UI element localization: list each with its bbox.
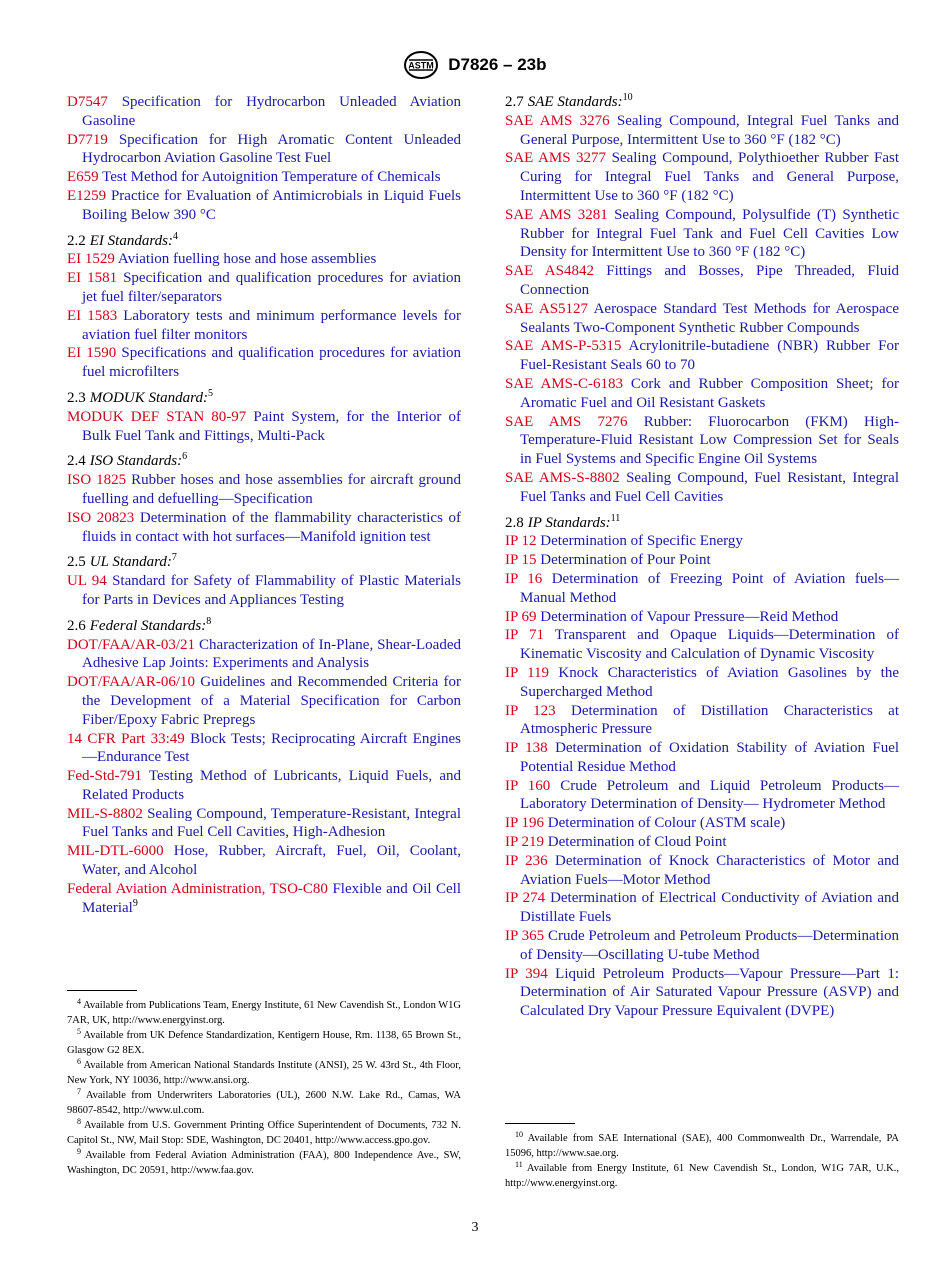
footnote-text: Available from Federal Aviation Administration (FAA), 800 Independence Ave., SW, Washington, DC 20591, http://www.faa.gov.	[67, 1150, 461, 1176]
reference-item	[505, 702, 899, 740]
reference-title-link[interactable]: Fittings and Bosses, Pipe Threaded, Fluid Connection	[520, 263, 900, 298]
reference-item	[67, 880, 461, 918]
footnote-ref: 8	[206, 615, 212, 627]
footnote-rule	[505, 1123, 575, 1124]
reference-item	[67, 636, 461, 674]
reference-title-link[interactable]: Crude Petroleum and Petroleum Products—Determination of Density—Oscillating U-tube Method	[520, 928, 900, 963]
reference-item	[505, 413, 899, 469]
reference-item	[67, 842, 461, 880]
footnote-ref: 7	[171, 552, 177, 564]
section-number: 2.8	[505, 514, 524, 531]
footnote-text: Available from Energy Institute, 61 New Cavendish St., London, W1G 7AR, U.K., http://www.energyinst.org.	[505, 1163, 900, 1189]
reference-code-link[interactable]: SAE AMS 3276	[505, 112, 610, 129]
reference-code-link[interactable]: IP 12	[505, 533, 537, 550]
reference-item	[505, 469, 899, 507]
reference-item	[505, 206, 899, 262]
standards-section	[67, 452, 461, 546]
footnote-number: 5	[77, 1027, 81, 1036]
reference-code-link[interactable]: UL 94	[67, 573, 107, 590]
section-number: 2.2	[67, 232, 86, 249]
footnote-number: 11	[515, 1160, 523, 1169]
footnote	[67, 1029, 461, 1058]
reference-item	[67, 344, 461, 382]
footnote-text: Available from American National Standards Institute (ANSI), 25 W. 43rd St., 4th Floor, New York, NY 10036, http://www.ansi.org.	[67, 1060, 462, 1086]
reference-code-link[interactable]: IP 365	[505, 928, 545, 945]
footnote-text: Available from U.S. Government Printing Office Superintendent of Documents, 732 N. Capitol St., NW, Mail Stop: SDE, Washington, DC 20401, http://www.access.gpo.gov.	[67, 1120, 462, 1146]
reference-code-link[interactable]: SAE AMS 3277	[505, 150, 607, 167]
footnote	[67, 1149, 461, 1178]
reference-item	[67, 471, 461, 509]
footnote	[505, 1132, 899, 1161]
footnote-ref: 11	[610, 512, 621, 524]
reference-title-link[interactable]: Testing Method of Lubricants, Liquid Fuels, and Related Products	[82, 768, 461, 803]
footnote-ref: 9	[132, 897, 138, 909]
reference-title-link[interactable]: Knock Characteristics of Aviation Gasolines by the Supercharged Method	[520, 664, 899, 700]
reference-item	[505, 532, 899, 551]
reference-code-link[interactable]: SAE AS4842	[505, 263, 594, 280]
footnote-ref: 5	[207, 387, 213, 399]
reference-code-link[interactable]: IP 71	[505, 627, 544, 644]
reference-title-link[interactable]: Aerospace Standard Test Methods for Aerospace Sealants Two-Component Synthetic Rubber Compounds	[520, 300, 899, 336]
section-label: EI Standards:	[89, 232, 173, 249]
section-heading	[67, 553, 461, 572]
standards-section	[505, 93, 899, 507]
footnotes-right	[505, 1123, 899, 1192]
reference-item	[67, 509, 461, 547]
reference-code-link[interactable]: IP 123	[505, 702, 556, 719]
page-number: 3	[471, 1220, 479, 1235]
reference-code-link[interactable]: SAE AMS-P-5315	[505, 338, 622, 355]
reference-title-link[interactable]: Crude Petroleum and Liquid Petroleum Products—Laboratory Determination of Density— Hydrometer Method	[520, 777, 900, 813]
section-label: ISO Standards:	[89, 453, 183, 470]
reference-code-link[interactable]: D7719	[67, 131, 108, 148]
reference-title-link[interactable]: Specification for Hydrocarbon Unleaded Aviation Gasoline	[82, 94, 461, 129]
reference-code-link[interactable]: IP 69	[505, 608, 537, 625]
footnote-ref: 10	[622, 92, 633, 103]
reference-item	[505, 833, 899, 852]
reference-item	[67, 131, 461, 169]
reference-title-link[interactable]: Aviation fuelling hose and hose assemblies	[117, 251, 377, 268]
footnote	[67, 1119, 461, 1148]
reference-code-link[interactable]: SAE AMS-C-6183	[505, 375, 623, 392]
reference-code-link[interactable]: EI 1581	[67, 270, 118, 287]
reference-item	[505, 889, 899, 927]
reference-item	[505, 626, 899, 664]
reference-title-link[interactable]: Characterization of In-Plane, Shear-Loaded Adhesive Lap Joints: Experiments and Analysis	[82, 636, 461, 672]
footnote-number: 10	[515, 1130, 523, 1139]
reference-code-link[interactable]: DOT/FAA/AR-06/10	[67, 674, 196, 691]
reference-item	[505, 927, 899, 965]
page-header	[0, 50, 950, 80]
astm-logo-icon	[403, 50, 439, 80]
footnote-text: Available from Publications Team, Energy Institute, 61 New Cavendish St., London W1G 7AR, UK, http://www.energyinst.org.	[67, 1000, 462, 1026]
reference-title-link[interactable]: Sealing Compound, Polythioether Rubber Fast Curing for Integral Fuel Tanks and General Purpose, Intermittent Use to 360 °F (182 °C)	[520, 150, 899, 204]
reference-title-link[interactable]: Practice for Evaluation of Antimicrobials in Liquid Fuels Boiling Below 390 °C	[82, 187, 461, 223]
section-heading	[67, 389, 461, 408]
reference-item	[67, 269, 461, 307]
reference-item	[67, 673, 461, 729]
reference-title-link[interactable]: Specification for High Aromatic Content Unleaded Hydrocarbon Aviation Gasoline Test Fuel	[82, 131, 462, 167]
reference-title-link[interactable]: Cork and Rubber Composition Sheet; for Aromatic Fuel and Oil Resistant Gaskets	[520, 375, 899, 411]
footnote-number: 4	[77, 997, 81, 1006]
reference-title-link[interactable]: Determination of the flammability characteristics of fluids in contact with hot surfaces—Manifold ignition test	[82, 509, 462, 545]
footnote-number: 9	[77, 1147, 81, 1156]
reference-title-link[interactable]: Flexible and Oil Cell Material	[82, 880, 462, 916]
section-number: 2.3	[67, 389, 86, 406]
section-label: Federal Standards:	[89, 617, 207, 634]
reference-title-link[interactable]: Test Method for Autoignition Temperature of Chemicals	[102, 169, 441, 186]
reference-code-link[interactable]: MODUK DEF STAN 80-97	[67, 408, 247, 425]
section-number: 2.7	[505, 94, 524, 110]
footnote-number: 8	[77, 1117, 81, 1126]
footnotes-left	[67, 990, 461, 1179]
reference-title-link[interactable]: Laboratory tests and minimum performance levels for aviation fuel filter monitors	[82, 307, 462, 343]
reference-item	[505, 375, 899, 413]
reference-title-link[interactable]: Determination of Knock Characteristics of Motor and Aviation Fuels—Motor Method	[520, 852, 900, 888]
reference-item	[505, 608, 899, 627]
reference-title-link[interactable]: Specification and qualification procedures for aviation jet fuel filter/separators	[82, 270, 461, 305]
reference-item	[505, 112, 899, 150]
footnote	[505, 1162, 899, 1191]
reference-code-link[interactable]: IP 160	[505, 777, 551, 794]
reference-title-link[interactable]: Guidelines and Recommended Criteria for the Development of a Material Specification for Carbon Fiber/Epoxy Fabric Prepregs	[82, 674, 461, 728]
section-heading	[67, 452, 461, 471]
reference-item	[67, 187, 461, 225]
section-number: 2.4	[67, 453, 86, 470]
reference-item	[67, 805, 461, 843]
section-number: 2.5	[67, 554, 86, 571]
footnote	[67, 1089, 461, 1118]
reference-code-link[interactable]: SAE AS5127	[505, 300, 589, 317]
reference-title-link[interactable]: Determination of Electrical Conductivity of Aviation and Distillate Fuels	[520, 890, 899, 926]
reference-item	[505, 149, 899, 205]
reference-item	[505, 551, 899, 570]
section-label: IP Standards:	[527, 514, 611, 531]
reference-code-link[interactable]: IP 196	[505, 815, 545, 832]
reference-item	[505, 814, 899, 833]
reference-item	[67, 408, 461, 446]
reference-item	[505, 777, 899, 815]
reference-item	[505, 570, 899, 608]
footnote-text: Available from SAE International (SAE), 400 Commonwealth Dr., Warrendale, PA 15096, http://www.sae.org.	[505, 1133, 900, 1159]
reference-title-link[interactable]: Determination of Oxidation Stability of Aviation Fuel Potential Residue Method	[520, 740, 900, 775]
standards-section	[67, 93, 461, 225]
reference-code-link[interactable]: ISO 1825	[67, 472, 127, 489]
reference-code-link[interactable]: E659	[67, 169, 99, 186]
reference-item	[67, 767, 461, 805]
footnote-number: 6	[77, 1057, 81, 1066]
standards-section	[505, 514, 899, 1022]
reference-code-link[interactable]: EI 1583	[67, 307, 118, 324]
footnote-text: Available from UK Defence Standardization, Kentigern House, Rm. 1138, 65 Brown St., Glasgow G2 8EX.	[67, 1030, 462, 1056]
reference-item	[505, 739, 899, 777]
reference-title-link[interactable]: Determination of Specific Energy	[540, 533, 743, 550]
reference-item	[67, 307, 461, 345]
reference-item	[67, 572, 461, 610]
section-heading	[67, 617, 461, 636]
reference-item	[505, 337, 899, 375]
reference-title-link[interactable]: Determination of Freezing Point of Aviation fuels—Manual Method	[520, 570, 900, 606]
reference-code-link[interactable]: E1259	[67, 187, 107, 204]
reference-item	[67, 250, 461, 269]
reference-title-link[interactable]: Standard for Safety of Flammability of Plastic Materials for Parts in Devices and Appliances Testing	[82, 573, 461, 608]
reference-title-link[interactable]: Sealing Compound, Temperature-Resistant, Integral Fuel Tanks and Fuel Cell Cavities, High-Adhesion	[82, 805, 461, 841]
section-heading	[505, 93, 899, 112]
reference-code-link[interactable]: IP 138	[505, 740, 548, 757]
right-column	[505, 93, 899, 1021]
reference-title-link[interactable]: Block Tests; Reciprocating Aircraft Engines—Endurance Test	[82, 730, 461, 766]
reference-code-link[interactable]: IP 219	[505, 834, 545, 851]
section-label: MODUK Standard:	[89, 389, 208, 406]
reference-code-link[interactable]: Federal Aviation Administration, TSO-C80	[67, 880, 328, 897]
reference-code-link[interactable]: DOT/FAA/AR-03/21	[67, 636, 196, 653]
reference-code-link[interactable]: IP 15	[505, 552, 537, 569]
reference-item	[505, 664, 899, 702]
footnote-number: 7	[77, 1087, 81, 1096]
reference-title-link[interactable]: Determination of Distillation Characteristics at Atmospheric Pressure	[520, 702, 900, 738]
standards-section	[67, 617, 461, 918]
document-designation: D7826 – 23b	[448, 55, 547, 74]
reference-title-link[interactable]: Liquid Petroleum Products—Vapour Pressure—Part 1: Determination of Air Saturated Vapour Pressure (ASVP) and Calculated Dry Vapour Pressure Equivalent (DVPE)	[520, 965, 900, 1020]
reference-item	[505, 852, 899, 890]
reference-code-link[interactable]: SAE AMS 3281	[505, 206, 608, 223]
reference-code-link[interactable]: IP 119	[505, 664, 550, 681]
reference-code-link[interactable]: SAE AMS 7276	[505, 413, 628, 430]
reference-title-link[interactable]: Determination of Colour (ASTM scale)	[547, 815, 786, 832]
standards-section	[67, 232, 461, 382]
reference-title-link[interactable]: Specifications and qualification procedures for aviation fuel microfilters	[82, 345, 461, 381]
footnote-rule	[67, 990, 137, 991]
reference-title-link[interactable]: Sealing Compound, Polysulfide (T) Synthetic Rubber for Integral Fuel Tank and Fuel Cell Cavities Low Density for Intermittent Use to 360 °F (182 °C)	[520, 206, 899, 261]
footnote-ref: 4	[172, 230, 178, 242]
reference-code-link[interactable]: Fed-Std-791	[67, 768, 142, 785]
reference-title-link[interactable]: Determination of Cloud Point	[547, 834, 727, 851]
reference-title-link[interactable]: Determination of Pour Point	[540, 552, 711, 569]
reference-item	[67, 93, 461, 131]
reference-title-link[interactable]: Acrylonitrile-butadiene (NBR) Rubber For Fuel-Resistant Seals 60 to 70	[520, 338, 899, 374]
reference-title-link[interactable]: Rubber hoses and hose assemblies for aircraft ground fuelling and defuelling—Specification	[82, 472, 462, 507]
reference-code-link[interactable]: MIL-S-8802	[67, 805, 143, 822]
reference-code-link[interactable]: EI 1529	[67, 251, 115, 268]
reference-title-link[interactable]: Determination of Vapour Pressure—Reid Method	[540, 608, 839, 625]
reference-code-link[interactable]: EI 1590	[67, 345, 117, 362]
section-number: 2.6	[67, 617, 86, 634]
reference-title-link[interactable]: Transparent and Opaque Liquids—Determination of Kinematic Viscosity and Calculation of Dynamic Viscosity	[520, 627, 899, 663]
reference-title-link[interactable]: Paint System, for the Interior of Bulk Fuel Tank and Fittings, Multi-Pack	[82, 408, 461, 444]
reference-item	[67, 168, 461, 187]
reference-code-link[interactable]: IP 274	[505, 890, 546, 907]
reference-item	[505, 965, 899, 1021]
reference-item	[505, 262, 899, 300]
left-column	[67, 93, 461, 917]
section-label: UL Standard:	[89, 554, 172, 571]
section-heading	[505, 514, 899, 533]
standards-section	[67, 553, 461, 609]
section-label: SAE Standards:	[527, 94, 623, 110]
reference-code-link[interactable]: SAE AMS-S-8802	[505, 469, 620, 486]
footnote	[67, 999, 461, 1028]
reference-code-link[interactable]: MIL-DTL-6000	[67, 843, 164, 860]
svg-text:ASTM: ASTM	[408, 60, 435, 71]
reference-code-link[interactable]: IP 16	[505, 570, 543, 587]
reference-code-link[interactable]: IP 236	[505, 852, 548, 869]
reference-code-link[interactable]: ISO 20823	[67, 509, 135, 526]
reference-title-link[interactable]: Rubber: Fluorocarbon (FKM) High-Temperature-Fluid Resistant Low Compression Set for Seals in Fuel Systems and Specific Engine Oil Systems	[520, 413, 900, 468]
reference-code-link[interactable]: 14 CFR Part 33:49	[67, 730, 185, 747]
reference-title-link[interactable]: Hose, Rubber, Aircraft, Fuel, Oil, Coolant, Water, and Alcohol	[82, 843, 462, 879]
reference-item	[505, 300, 899, 338]
standards-section	[67, 389, 461, 445]
reference-code-link[interactable]: D7547	[67, 94, 108, 110]
footnote-text: Available from Underwriters Laboratories (UL), 2600 N.W. Lake Rd., Camas, WA 98607-8542, http://www.ul.com.	[67, 1090, 461, 1116]
reference-title-link[interactable]: Sealing Compound, Integral Fuel Tanks and General Purpose, Intermittent Use to 360 °F (182 °C)	[520, 112, 899, 148]
reference-item	[67, 730, 461, 768]
footnote	[67, 1059, 461, 1088]
footnote-ref: 6	[182, 451, 188, 463]
reference-code-link[interactable]: IP 394	[505, 965, 548, 982]
section-heading	[67, 232, 461, 251]
reference-title-link[interactable]: Sealing Compound, Fuel Resistant, Integral Fuel Tanks and Fuel Cell Cavities	[520, 469, 899, 505]
